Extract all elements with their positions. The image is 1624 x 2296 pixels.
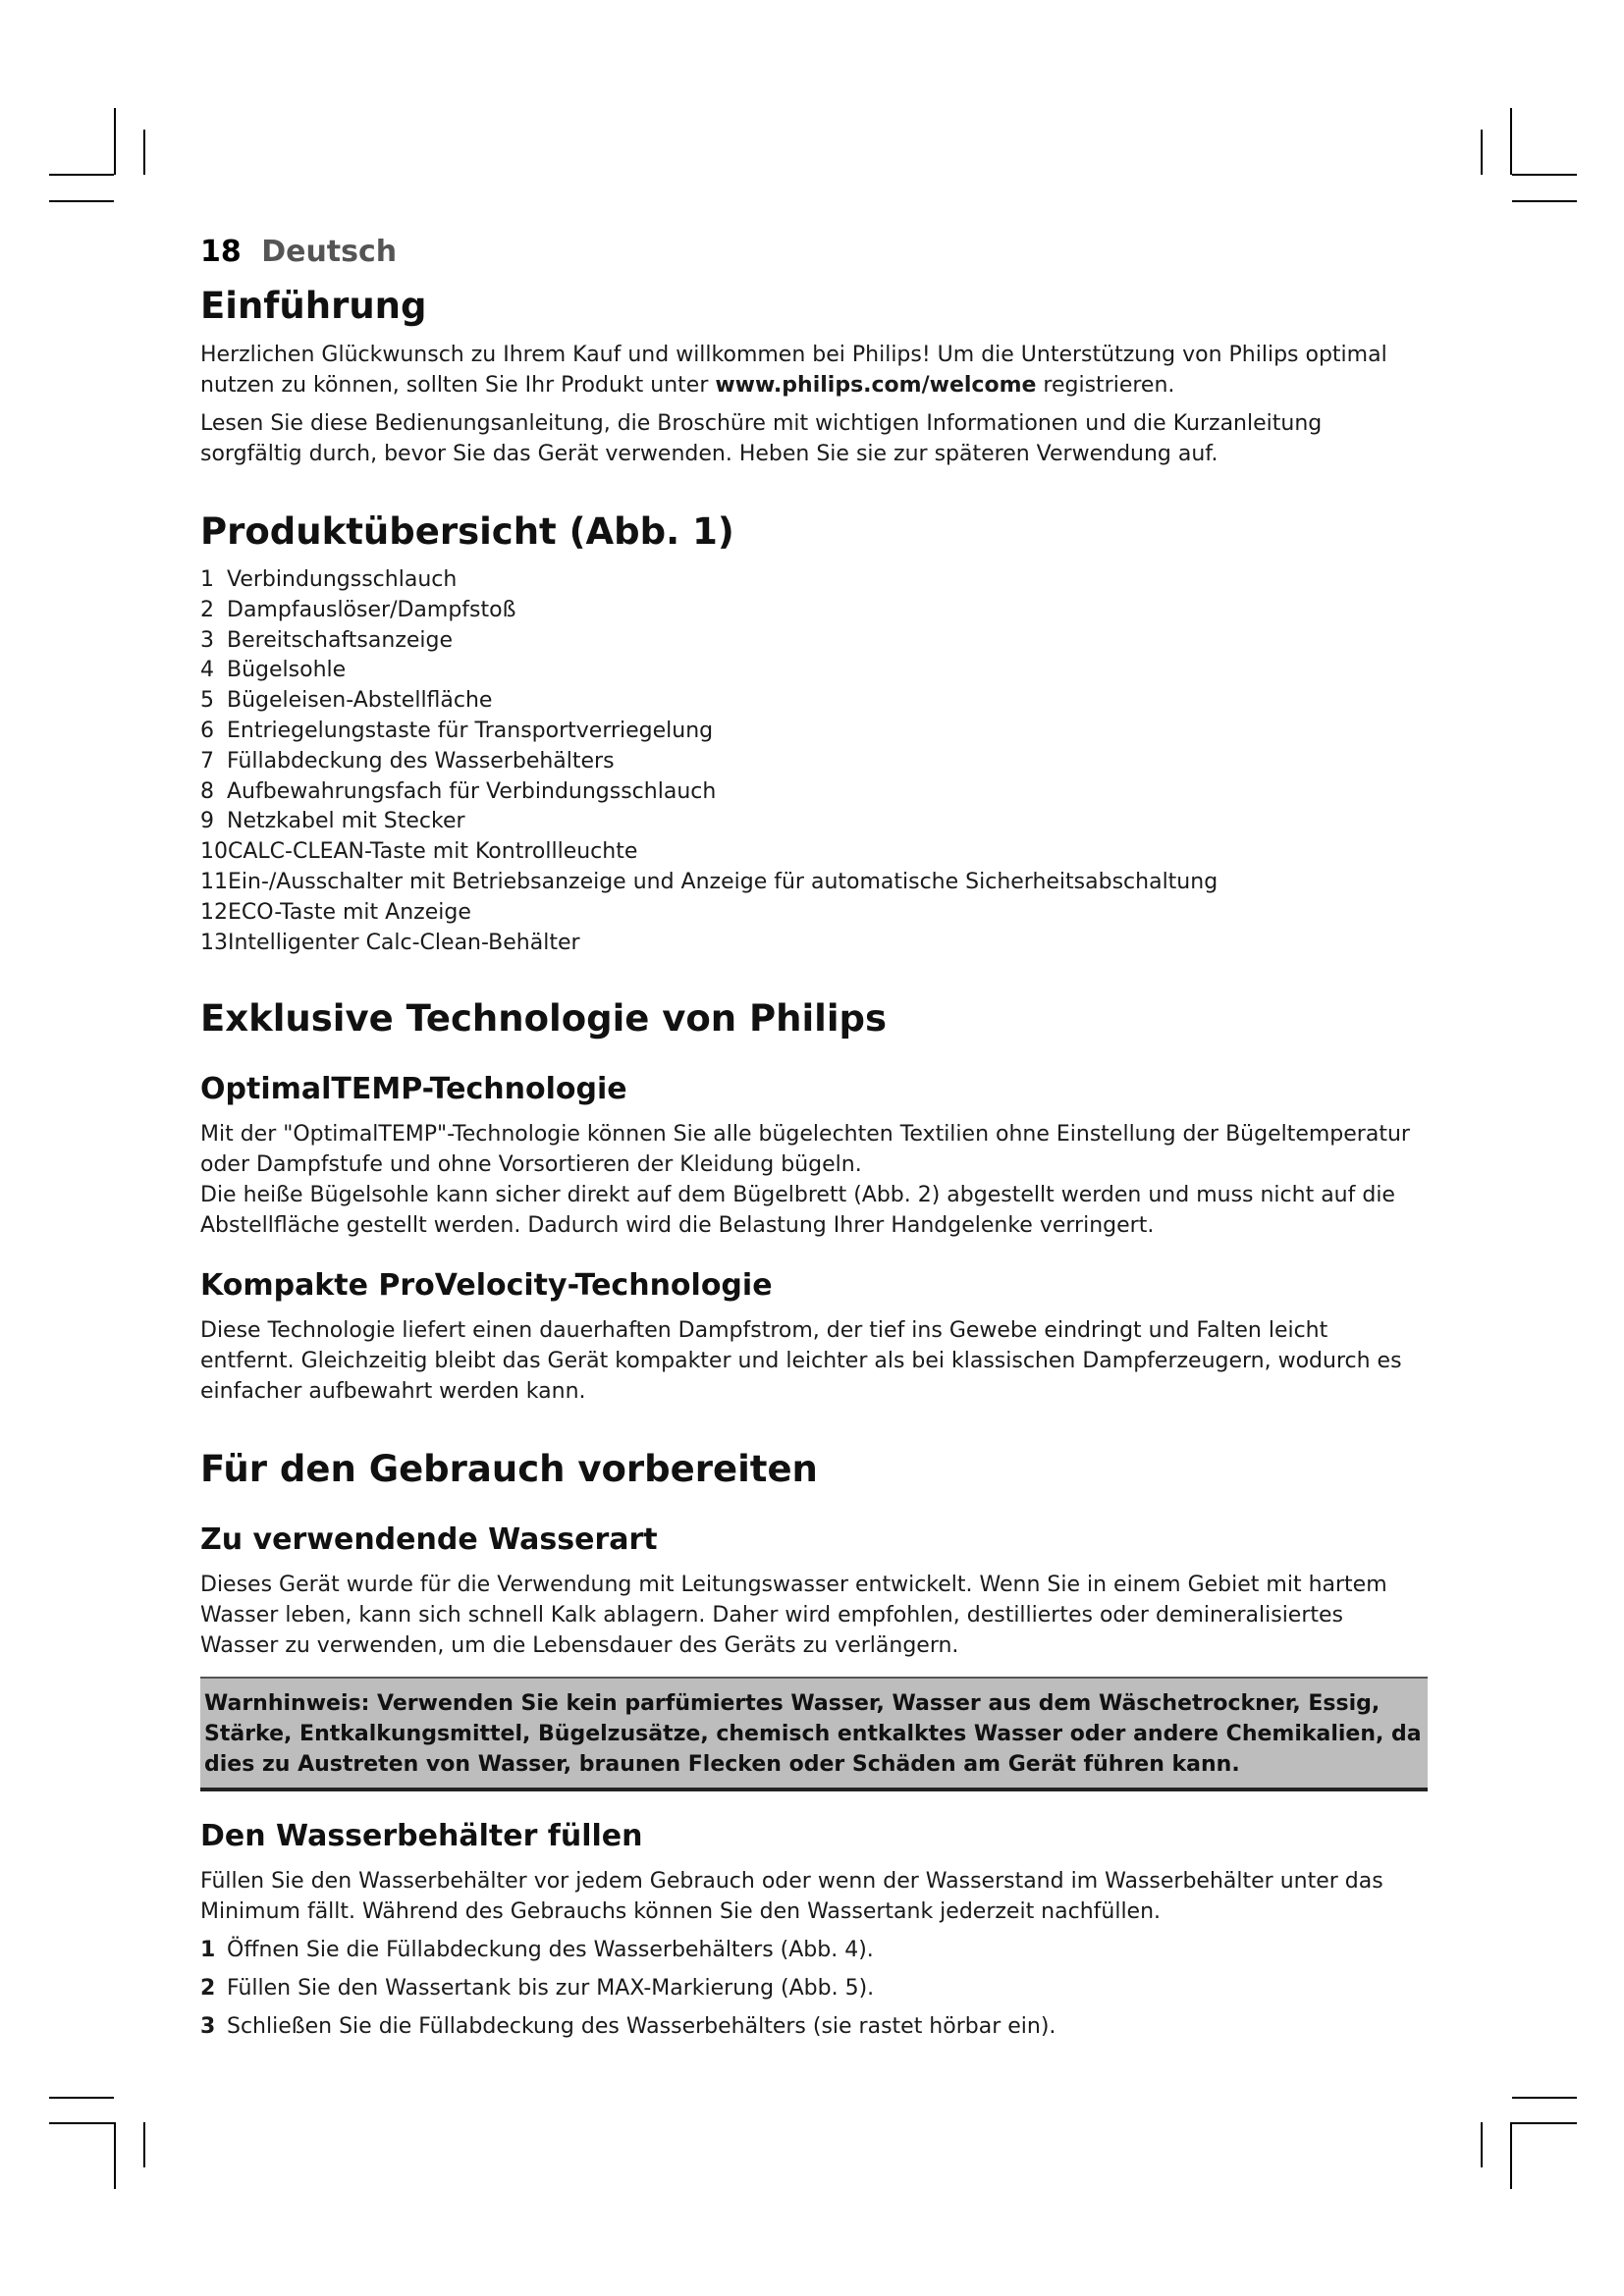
crop-mark (1512, 2097, 1577, 2099)
item-text: Füllabdeckung des Wasserbehälters (227, 748, 615, 774)
parts-list (200, 565, 1428, 958)
crop-mark (1510, 2122, 1512, 2189)
item-text: Intelligenter Calc-Clean-Behälter (228, 930, 580, 955)
warning-box: Warnhinweis: Verwenden Sie kein parfümiertes Wasser, Wasser aus dem Wäschetrockner, Essig, Stärke, Entkalkungsmittel, Bügelzusätze, chemisch entkalktes Wasser oder andere Chemikalien, da dies zu Austreten von Wasser, braunen Flecken oder Schäden am Gerät führen kann. (200, 1677, 1428, 1791)
item-text: Ein-/Ausschalter mit Betriebsanzeige und Anzeige für automatische Sicherheitsabschaltung (228, 869, 1218, 894)
page-number: 18 (200, 235, 242, 269)
item-text: Netzkabel mit Stecker (227, 809, 465, 834)
prepare-heading: Für den Gebrauch vorbereiten (200, 1448, 818, 1491)
optimaltemp-heading: OptimalTEMP-Technologie (200, 1072, 627, 1107)
item-number: 13 (200, 930, 228, 955)
technology-heading: Exklusive Technologie von Philips (200, 997, 888, 1041)
provelocity-heading: Kompakte ProVelocity-Technologie (200, 1268, 773, 1304)
crop-mark (49, 200, 114, 202)
step-number: 2 (200, 1976, 216, 2002)
item-number: 1 (200, 567, 214, 592)
intro-heading: Einführung (200, 285, 427, 327)
crop-mark (1512, 200, 1577, 202)
crop-mark (1512, 2122, 1577, 2124)
crop-mark (49, 2097, 114, 2099)
item-text: Bügeleisen-Abstellfläche (227, 688, 493, 714)
item-text: ECO-Taste mit Anzeige (228, 899, 471, 925)
step-text: Füllen Sie den Wassertank bis zur MAX-Markierung (Abb. 5). (227, 1976, 875, 2002)
list-item (200, 717, 1428, 747)
fill-steps-list (200, 1935, 1428, 2042)
item-number: 5 (200, 688, 214, 714)
intro-paragraph-1 (200, 340, 1428, 400)
item-number: 4 (200, 658, 214, 683)
list-item (200, 868, 1428, 898)
list-item (200, 565, 1428, 596)
list-item (200, 596, 1428, 626)
crop-mark (143, 130, 145, 175)
item-number: 10 (200, 839, 228, 865)
item-number: 12 (200, 899, 228, 925)
list-item (200, 656, 1428, 686)
intro-paragraph-2: Lesen Sie diese Bedienungsanleitung, die Broschüre mit wichtigen Informationen und die Kurzanleitung sorgfältig durch, bevor Sie das Gerät verwenden. Heben Sie sie zur späteren Verwendung auf. (200, 411, 1323, 466)
list-item (200, 777, 1428, 808)
list-item (200, 747, 1428, 777)
crop-mark (143, 2122, 145, 2167)
page-language: Deutsch (261, 235, 398, 269)
crop-mark (114, 2122, 116, 2189)
list-item (200, 929, 1428, 959)
item-text: Entriegelungstaste für Transportverriegelung (227, 718, 714, 743)
list-item (200, 686, 1428, 717)
fill-tank-paragraph: Füllen Sie den Wasserbehälter vor jedem Gebrauch oder wenn der Wasserstand im Wasserbehälter unter das Minimum fällt. Während des Gebrauchs können Sie den Wassertank jederzeit nachfüllen. (200, 1869, 1383, 1925)
item-number: 11 (200, 869, 228, 894)
crop-mark (1510, 108, 1512, 175)
item-text: Bereitschaftsanzeige (227, 627, 454, 653)
list-item (200, 626, 1428, 657)
page-content (200, 234, 1428, 2050)
item-number: 2 (200, 597, 214, 622)
water-type-heading: Zu verwendende Wasserart (200, 1522, 658, 1558)
fill-tank-heading: Den Wasserbehälter füllen (200, 1819, 643, 1854)
optimaltemp-paragraph-1: Mit der "OptimalTEMP"-Technologie können Sie alle bügelechten Textilien ohne Einstellung der Bügeltemperatur oder Dampfstufe und ohne Vorsortieren der Kleidung bügeln. (200, 1122, 1410, 1178)
crop-mark (1481, 2122, 1483, 2167)
water-type-paragraph: Dieses Gerät wurde für die Verwendung mit Leitungswasser entwickelt. Wenn Sie in einem Gebiet mit hartem Wasser leben, kann sich schnell Kalk ablagern. Daher wird empfohlen, destilliertes oder demineralisiertes Wasser zu verwenden, um die Lebensdauer des Geräts zu verlängern. (200, 1573, 1387, 1659)
step-text: Öffnen Sie die Füllabdeckung des Wasserbehälters (Abb. 4). (227, 1938, 874, 1963)
crop-mark (49, 2122, 114, 2124)
item-text: Dampfauslöser/Dampfstoß (227, 597, 516, 622)
item-text: Verbindungsschlauch (227, 567, 458, 592)
page-header (200, 234, 1428, 271)
item-text: CALC-CLEAN-Taste mit Kontrollleuchte (228, 839, 638, 865)
list-item (200, 1935, 1428, 1965)
overview-heading: Produktübersicht (Abb. 1) (200, 510, 734, 553)
provelocity-paragraph: Diese Technologie liefert einen dauerhaften Dampfstrom, der tief ins Gewebe eindringt und Falten leicht entfernt. Gleichzeitig bleibt das Gerät kompakter und leichter als bei klassischen Dampferzeugern, wodurch es einfacher aufbewahrt werden kann. (200, 1318, 1402, 1405)
item-text: Aufbewahrungsfach für Verbindungsschlauch (227, 778, 717, 804)
crop-mark (1512, 174, 1577, 176)
item-number: 9 (200, 809, 214, 834)
list-item (200, 837, 1428, 868)
item-number: 7 (200, 748, 214, 774)
list-item (200, 898, 1428, 929)
item-text: Bügelsohle (227, 658, 347, 683)
item-number: 6 (200, 718, 214, 743)
crop-mark (1481, 130, 1483, 175)
list-item (200, 2011, 1428, 2042)
intro-text-a: Herzlichen Glückwunsch zu Ihrem Kauf und willkommen bei Philips! Um die Unterstützung von Philips optimal nutzen zu können, sollten Sie Ihr Produkt unter (200, 343, 1387, 398)
step-number: 3 (200, 2014, 216, 2040)
step-number: 1 (200, 1938, 216, 1963)
intro-text-b: registrieren. (1036, 373, 1175, 398)
crop-mark (114, 108, 116, 175)
item-number: 8 (200, 778, 214, 804)
step-text: Schließen Sie die Füllabdeckung des Wasserbehälters (sie rastet hörbar ein). (227, 2014, 1056, 2040)
item-number: 3 (200, 627, 214, 653)
list-item (200, 807, 1428, 837)
optimaltemp-paragraph-2: Die heiße Bügelsohle kann sicher direkt auf dem Bügelbrett (Abb. 2) abgestellt werden und muss nicht auf die Abstellfläche gestellt werden. Dadurch wird die Belastung Ihrer Handgelenke verringert. (200, 1183, 1395, 1239)
welcome-url: www.philips.com/welcome (715, 373, 1037, 398)
crop-mark (49, 174, 114, 176)
list-item (200, 1973, 1428, 2003)
